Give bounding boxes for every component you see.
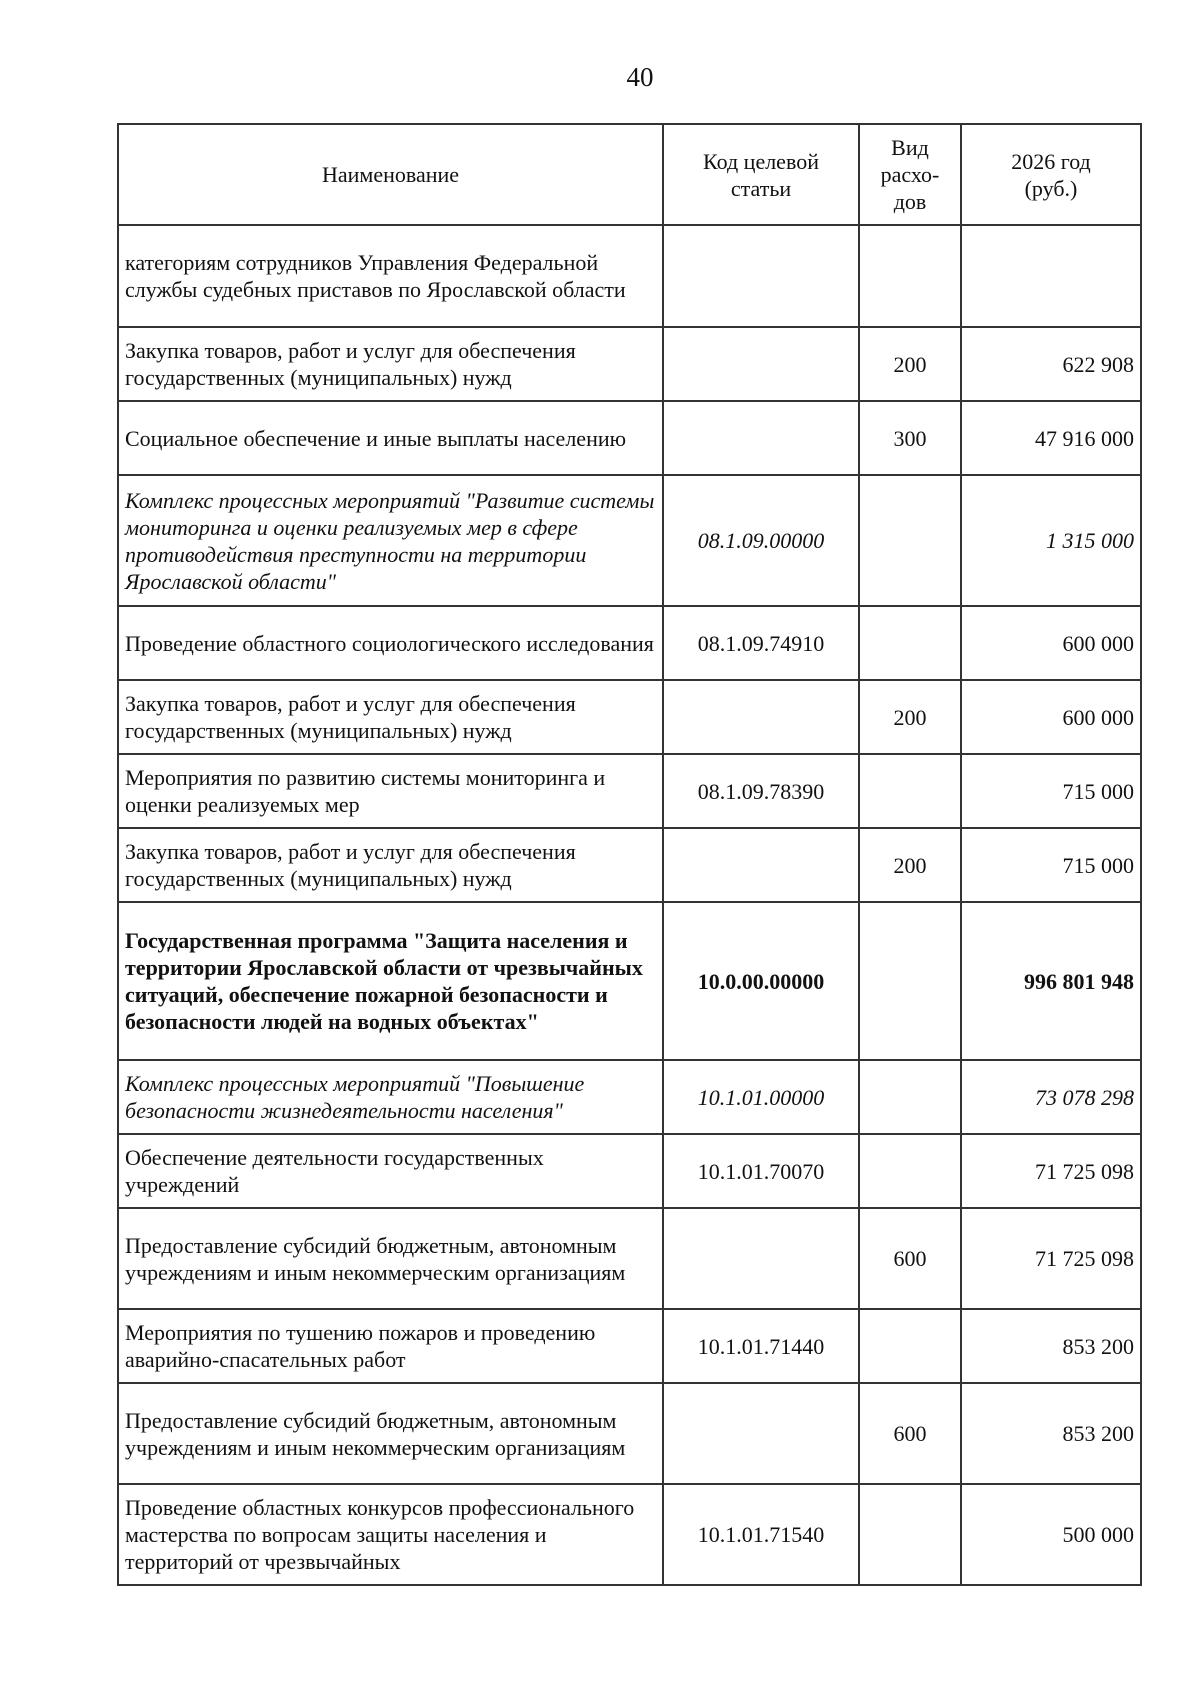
table-row (118, 225, 1141, 327)
row-sum: 853 200 (961, 1309, 1141, 1383)
row-code: 08.1.09.00000 (663, 475, 859, 606)
table-row (118, 606, 1141, 680)
row-name: Предоставление субсидий бюджетным, автономным учреждениям и иным некоммерческим организациям (118, 1208, 663, 1309)
row-vid: 300 (859, 401, 961, 475)
row-sum: 600 000 (961, 680, 1141, 754)
row-sum (961, 225, 1141, 327)
row-sum: 73 078 298 (961, 1060, 1141, 1134)
row-code (663, 1383, 859, 1484)
row-vid: 200 (859, 327, 961, 401)
row-vid (859, 754, 961, 828)
table-row (118, 1484, 1141, 1585)
row-name: Мероприятия по тушению пожаров и проведению аварийно-спасательных работ (118, 1309, 663, 1383)
table-header-row (118, 124, 1141, 225)
row-code: 08.1.09.74910 (663, 606, 859, 680)
row-code: 08.1.09.78390 (663, 754, 859, 828)
row-vid: 600 (859, 1383, 961, 1484)
row-name: Предоставление субсидий бюджетным, автономным учреждениям и иным некоммерческим организациям (118, 1383, 663, 1484)
row-name: Закупка товаров, работ и услуг для обеспечения государственных (муниципальных) нужд (118, 327, 663, 401)
row-vid (859, 1134, 961, 1208)
row-vid (859, 1484, 961, 1585)
header-name: Наименование (118, 124, 663, 225)
header-year: 2026 год (руб.) (961, 124, 1141, 225)
table-row (118, 327, 1141, 401)
row-sum: 715 000 (961, 754, 1141, 828)
row-vid: 200 (859, 828, 961, 902)
table-row (118, 1208, 1141, 1309)
row-code: 10.0.00.00000 (663, 902, 859, 1060)
row-code (663, 680, 859, 754)
row-code: 10.1.01.71440 (663, 1309, 859, 1383)
row-name: Социальное обеспечение и иные выплаты населению (118, 401, 663, 475)
row-name: Мероприятия по развитию системы мониторинга и оценки реализуемых мер (118, 754, 663, 828)
table-row (118, 1383, 1141, 1484)
table-row (118, 680, 1141, 754)
row-vid (859, 606, 961, 680)
row-sum: 853 200 (961, 1383, 1141, 1484)
row-vid (859, 1060, 961, 1134)
table-row (118, 902, 1141, 1060)
table-row (118, 754, 1141, 828)
row-sum: 622 908 (961, 327, 1141, 401)
row-name: Проведение областного социологического исследования (118, 606, 663, 680)
row-name: Обеспечение деятельности государственных учреждений (118, 1134, 663, 1208)
row-sum: 600 000 (961, 606, 1141, 680)
row-vid (859, 225, 961, 327)
row-sum: 500 000 (961, 1484, 1141, 1585)
table-row (118, 1134, 1141, 1208)
row-code (663, 401, 859, 475)
row-sum: 47 916 000 (961, 401, 1141, 475)
row-vid: 600 (859, 1208, 961, 1309)
table-row (118, 828, 1141, 902)
row-name: Государственная программа "Защита населения и территории Ярославской области от чрезвычайных ситуаций, обеспечение пожарной безопасности и безопасности людей на водных объектах" (118, 902, 663, 1060)
row-name: категориям сотрудников Управления Федеральной службы судебных приставов по Ярославской области (118, 225, 663, 327)
row-vid (859, 1309, 961, 1383)
row-sum: 71 725 098 (961, 1208, 1141, 1309)
table-row (118, 1060, 1141, 1134)
row-sum: 1 315 000 (961, 475, 1141, 606)
table-row (118, 401, 1141, 475)
row-vid (859, 475, 961, 606)
row-code (663, 828, 859, 902)
row-code (663, 327, 859, 401)
row-code: 10.1.01.71540 (663, 1484, 859, 1585)
row-code (663, 225, 859, 327)
row-vid: 200 (859, 680, 961, 754)
row-code: 10.1.01.00000 (663, 1060, 859, 1134)
budget-table (117, 123, 1142, 1586)
row-name: Закупка товаров, работ и услуг для обеспечения государственных (муниципальных) нужд (118, 828, 663, 902)
row-sum: 71 725 098 (961, 1134, 1141, 1208)
row-name: Закупка товаров, работ и услуг для обеспечения государственных (муниципальных) нужд (118, 680, 663, 754)
row-name: Комплекс процессных мероприятий "Развитие системы мониторинга и оценки реализуемых мер в сфере противодействия преступности на территории Ярославской области" (118, 475, 663, 606)
page-number: 40 (626, 62, 654, 92)
header-vid: Вид расхо-дов (859, 124, 961, 225)
row-name: Проведение областных конкурсов профессионального мастерства по вопросам защиты населения и территорий от чрезвычайных (118, 1484, 663, 1585)
row-code: 10.1.01.70070 (663, 1134, 859, 1208)
row-sum: 996 801 948 (961, 902, 1141, 1060)
header-code: Код целевой статьи (663, 124, 859, 225)
table-row (118, 475, 1141, 606)
row-vid (859, 902, 961, 1060)
row-name: Комплекс процессных мероприятий "Повышение безопасности жизнедеятельности населения" (118, 1060, 663, 1134)
table-row (118, 1309, 1141, 1383)
row-code (663, 1208, 859, 1309)
row-sum: 715 000 (961, 828, 1141, 902)
